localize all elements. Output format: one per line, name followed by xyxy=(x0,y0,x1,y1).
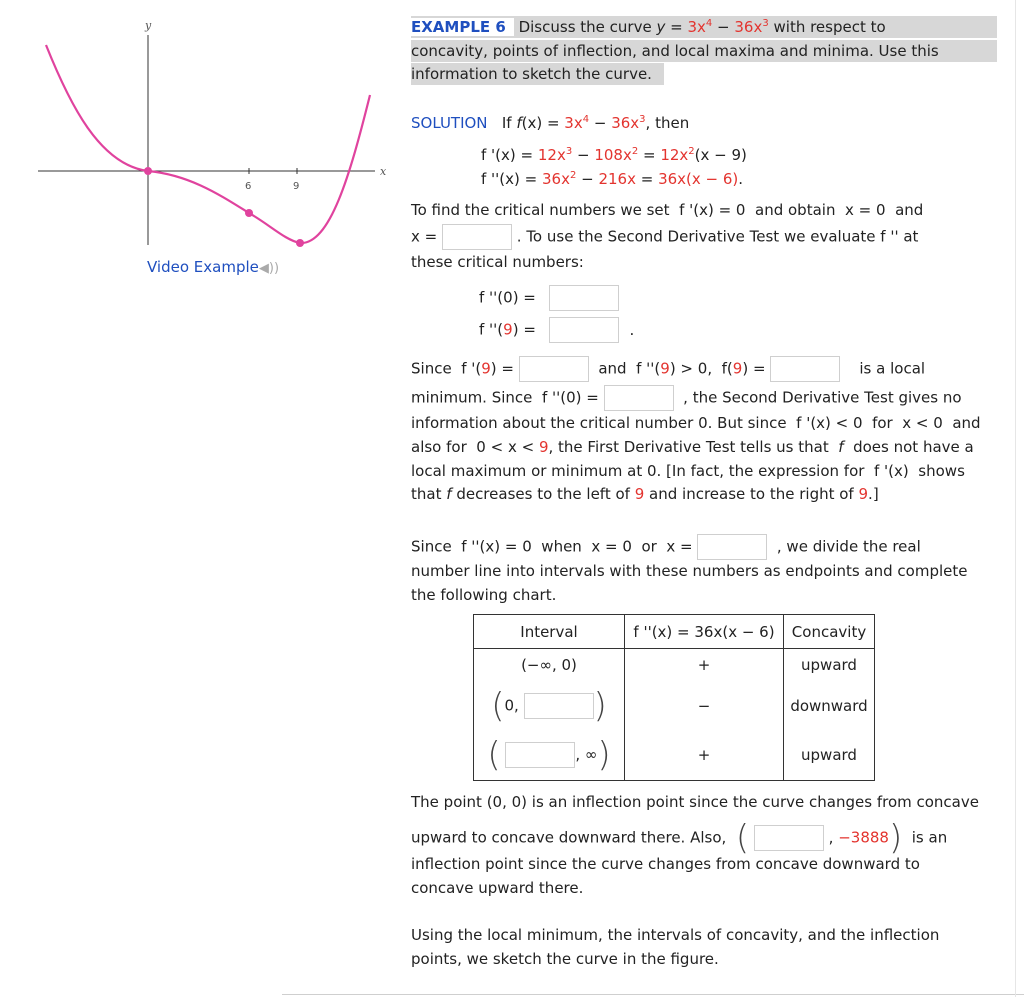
row1-concavity: upward xyxy=(784,649,875,681)
example-line3: information to sketch the curve. xyxy=(411,65,652,83)
fpp-e1: 2 xyxy=(569,170,577,181)
close-paren: ) xyxy=(888,818,903,858)
row2-left: 0, xyxy=(504,696,519,714)
since-line1 xyxy=(411,356,925,382)
fpp-minus: − xyxy=(576,170,599,188)
fp-t2: 108x xyxy=(594,146,632,164)
example-line2: concavity, points of inflection, and local maxima and minima. Use this xyxy=(411,42,939,60)
solution-label: SOLUTION xyxy=(411,114,488,132)
speaker-icon: ◀)) xyxy=(258,261,280,276)
f-9-input[interactable] xyxy=(770,356,840,382)
c1e: and xyxy=(895,201,924,219)
c2fpp: f '' xyxy=(880,227,899,246)
concavity-table xyxy=(473,614,875,781)
s1and: and xyxy=(598,359,627,378)
fpp-0-input[interactable] xyxy=(549,285,619,311)
fp-t1: 12x xyxy=(537,146,566,164)
d1e: or xyxy=(641,537,657,556)
prompt-exp2: 3 xyxy=(762,18,769,29)
eval-0-line xyxy=(479,285,619,311)
inflection-line3: inflection point since the curve changes from concave downward to xyxy=(411,855,920,873)
s6n: 9 xyxy=(634,485,645,503)
fprime-line xyxy=(481,146,747,164)
s4e: does not have a xyxy=(853,438,974,456)
table-row xyxy=(474,649,875,681)
row3-right: , ∞ xyxy=(575,745,598,764)
s6a: that xyxy=(411,485,442,503)
s3e: and xyxy=(952,414,981,432)
s3b: f '(x) < 0 xyxy=(796,414,863,432)
since-line4 xyxy=(411,438,974,456)
inflection-line1: The point (0, 0) is an inflection point since the curve changes from concave xyxy=(411,793,979,811)
header-interval: Interval xyxy=(474,615,625,649)
tick-6-label: 6 xyxy=(245,181,252,192)
c1c: and obtain xyxy=(755,201,836,219)
prompt-end: with respect to xyxy=(768,18,886,36)
final-line1: Using the local minimum, the intervals of concavity, and the inflection xyxy=(411,926,940,944)
row3-interval xyxy=(474,731,625,781)
intro-e1: 4 xyxy=(582,114,590,125)
inflection-line4: concave upward there. xyxy=(411,879,584,897)
c1b: f '(x) = 0 xyxy=(679,201,746,219)
s4b: 0 < x < xyxy=(476,438,539,456)
curve-figure xyxy=(30,15,400,255)
header-fpp: f ''(x) = 36x(x − 6) xyxy=(625,615,784,649)
p2val: −3888 xyxy=(838,828,889,847)
intro-f: f xyxy=(516,114,522,132)
header-concavity: Concavity xyxy=(784,615,875,649)
s1n3: 9 xyxy=(732,359,743,378)
since-line2 xyxy=(411,385,962,411)
p2b: is an xyxy=(911,828,948,847)
y-axis-label: y xyxy=(145,19,152,32)
row2-concavity: downward xyxy=(784,681,875,731)
s2b: , the Second Derivative Test gives no xyxy=(683,388,962,407)
s6f: f xyxy=(446,485,452,503)
point-minimum xyxy=(296,239,304,247)
s4n: 9 xyxy=(538,438,549,456)
video-example-label: Video Example xyxy=(147,258,259,276)
example-line1 xyxy=(411,18,886,36)
fpp-0-input-2[interactable] xyxy=(604,385,674,411)
fpp-t1: 36x xyxy=(541,170,570,188)
s2a: minimum. Since xyxy=(411,388,533,407)
row1-sign: + xyxy=(625,649,784,681)
example-label: EXAMPLE 6 xyxy=(411,18,514,36)
s1c: ) > 0, xyxy=(669,359,713,378)
s3c: for xyxy=(872,414,893,432)
s6b: decreases to the left of xyxy=(456,485,630,503)
critical-number-input[interactable] xyxy=(442,224,512,250)
d1b: f ''(x) = 0 xyxy=(461,537,532,556)
s1f9: f( xyxy=(721,359,733,378)
fpp-lhs: f ''(x) = xyxy=(481,170,542,188)
critical-line1 xyxy=(411,201,923,219)
fp-t3: 12x xyxy=(660,146,689,164)
d1d: x = 0 xyxy=(591,537,632,556)
critical-line3: these critical numbers: xyxy=(411,253,584,271)
s6n2: 9 xyxy=(858,485,869,503)
since-line3 xyxy=(411,414,981,432)
s5c: shows xyxy=(918,462,965,480)
p2a: upward to concave downward there. Also, xyxy=(411,828,727,847)
prompt-eq: = xyxy=(665,18,688,36)
fp-minus: − xyxy=(572,146,595,164)
s6c: and increase to the right of xyxy=(649,485,854,503)
fp-eq: = xyxy=(638,146,661,164)
open-paren: ( xyxy=(735,818,750,858)
s1local: is a local xyxy=(859,359,926,378)
fp-9-input[interactable] xyxy=(519,356,589,382)
intro-then: , then xyxy=(645,114,690,132)
fp-t4: (x − 9) xyxy=(694,146,747,164)
eval-9-line xyxy=(479,317,634,343)
s4d: f xyxy=(838,438,844,456)
intro-minus: − xyxy=(589,114,612,132)
fpp-9-input[interactable] xyxy=(549,317,619,343)
since-line5 xyxy=(411,462,965,480)
c1d: x = 0 xyxy=(845,201,886,219)
open-paren: ( xyxy=(491,685,505,726)
x-axis-label: x xyxy=(380,165,387,178)
s1fpp: f ''( xyxy=(636,359,661,378)
point-origin xyxy=(144,167,152,175)
solution-intro xyxy=(411,114,689,132)
s5b: f '(x) xyxy=(873,462,909,480)
s2fpp: f ''(0) = xyxy=(541,388,599,407)
inflection-x-input[interactable] xyxy=(697,534,767,560)
fpp-t3: 36x(x − 6) xyxy=(658,170,739,188)
c2at: at xyxy=(903,227,919,246)
s1n: 9 xyxy=(481,359,491,378)
tick-9-label: 9 xyxy=(293,181,300,192)
table-row xyxy=(474,681,875,731)
eval9-a: f ''( xyxy=(479,320,504,339)
prompt-y: y xyxy=(656,18,666,36)
point-inflection xyxy=(245,209,253,217)
row3-left-input[interactable] xyxy=(505,742,575,768)
c2x: x = xyxy=(411,227,438,246)
fpp-end: . xyxy=(738,170,744,188)
prompt-term2: 36x xyxy=(734,18,763,36)
divide-line1 xyxy=(411,534,921,560)
inflection-line2: upward to concave downward there. Also, ( , −3888) is an xyxy=(411,818,948,858)
close-paren: ) xyxy=(593,685,607,726)
row2-interval xyxy=(474,681,625,731)
fp-lhs: f '(x) = xyxy=(481,146,538,164)
row3-concavity: upward xyxy=(784,731,875,781)
final-line2: points, we sketch the curve in the figure. xyxy=(411,950,719,968)
inflection-point-x-input[interactable] xyxy=(754,825,824,851)
s3: information about the critical number 0. But since xyxy=(411,414,787,432)
fp-e3: 2 xyxy=(688,146,695,157)
intro-t2: 36x xyxy=(611,114,640,132)
divide-line3: the following chart. xyxy=(411,586,557,604)
row1-interval: (−∞, 0) xyxy=(474,649,625,681)
right-divider xyxy=(1015,0,1016,997)
s1b: ) = xyxy=(490,359,514,378)
divide-line2: number line into intervals with these numbers as endpoints and complete xyxy=(411,562,968,580)
s4a: also for xyxy=(411,438,467,456)
prompt-minus: − xyxy=(712,18,735,36)
since-line6 xyxy=(411,485,879,503)
eval9-b: ) = xyxy=(512,320,536,339)
intro-e2: 3 xyxy=(639,114,646,125)
table-row xyxy=(474,731,875,781)
prompt-term1: 3x xyxy=(687,18,706,36)
prompt-exp1: 4 xyxy=(705,18,713,29)
s1d: ) = xyxy=(742,359,766,378)
s1a: Since xyxy=(411,359,452,378)
intro-if: If xyxy=(501,114,517,132)
s4c: , the First Derivative Test tells us that xyxy=(548,438,829,456)
s6d: .] xyxy=(868,485,879,503)
row3-sign: + xyxy=(625,731,784,781)
fdoubleprime-line xyxy=(481,170,743,188)
d1a: Since xyxy=(411,537,452,556)
d1f: x = xyxy=(666,537,693,556)
d1c: when xyxy=(541,537,582,556)
eval9-dot: . xyxy=(629,320,635,339)
close-paren: ) xyxy=(597,735,611,776)
s1n2: 9 xyxy=(660,359,670,378)
s5a: local maximum or minimum at 0. [In fact, the expression for xyxy=(411,462,865,480)
curve xyxy=(46,45,370,243)
eval9-n: 9 xyxy=(503,320,513,339)
video-example-link[interactable] xyxy=(147,258,279,276)
row2-right-input[interactable] xyxy=(524,693,594,719)
intro-t1: 3x xyxy=(564,114,583,132)
fpp-t2: 216x xyxy=(598,170,636,188)
prompt-start: Discuss the curve xyxy=(518,18,652,36)
fp-e1: 3 xyxy=(565,146,573,157)
c1a: To find the critical numbers we set xyxy=(411,201,670,219)
open-paren: ( xyxy=(487,735,501,776)
s1f: f '( xyxy=(461,359,482,378)
fpp-eq: = xyxy=(635,170,659,188)
fp-e2: 2 xyxy=(631,146,639,157)
intro-x: (x) = xyxy=(521,114,565,132)
eval0-label: f ''(0) = xyxy=(479,288,536,307)
bottom-divider xyxy=(282,994,1024,995)
s3d: x < 0 xyxy=(902,414,943,432)
row2-sign: − xyxy=(625,681,784,731)
critical-line2 xyxy=(411,224,918,250)
c2text: . To use the Second Derivative Test we evaluate xyxy=(516,227,876,246)
d1g: , we divide the real xyxy=(776,537,921,556)
